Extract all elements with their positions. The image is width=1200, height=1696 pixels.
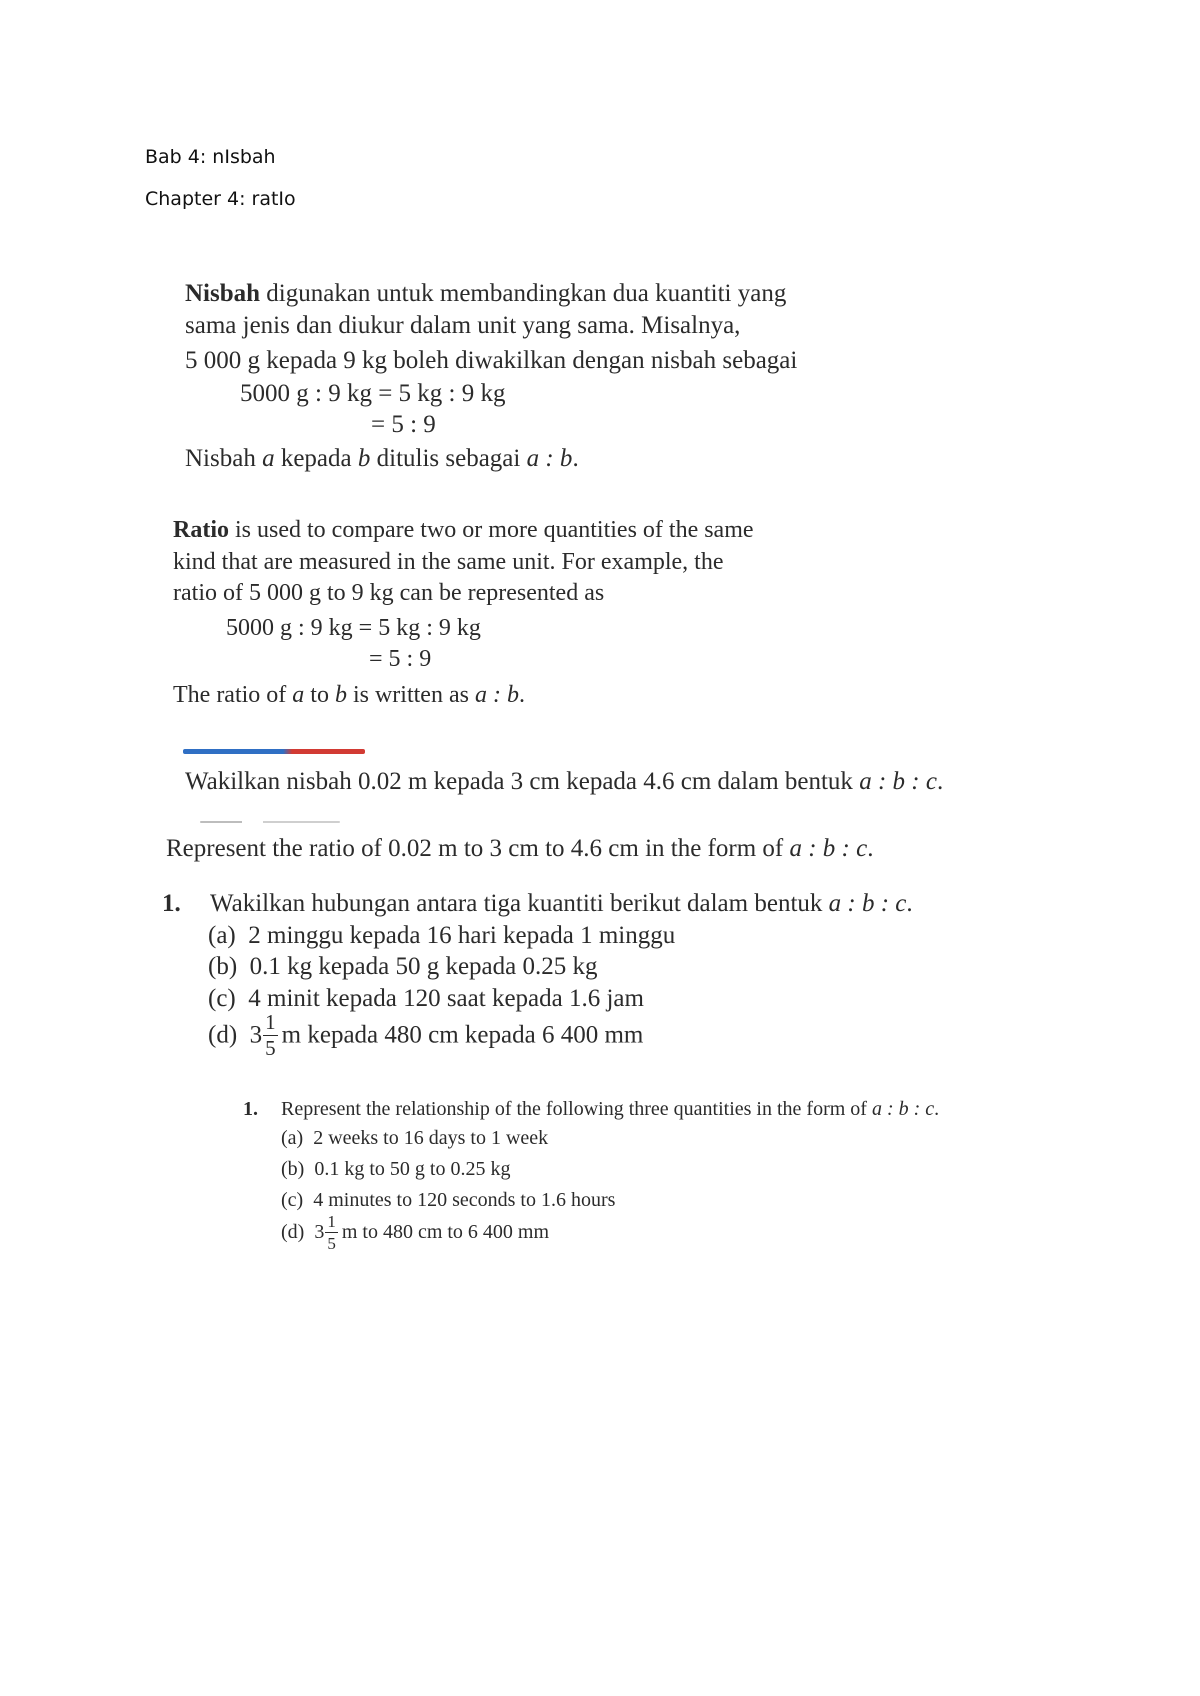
- fraction: [325, 1213, 338, 1252]
- english-equation-1: 5000 g : 9 kg = 5 kg : 9 kg: [226, 615, 481, 641]
- exercise-english-item-c: [281, 1189, 615, 1212]
- note-period: .: [572, 445, 579, 472]
- fraction: [263, 1012, 278, 1059]
- item-text: 0.1 kg kepada 50 g kepada 0.25 kg: [249, 953, 598, 980]
- example-english-text: Represent the ratio of 0.02 m to 3 cm to 4.6 cm in the form of: [166, 835, 790, 862]
- item-label: (a): [281, 1127, 304, 1149]
- var-b: b: [334, 682, 347, 708]
- note-text-end: is written as: [346, 682, 475, 708]
- item-text: 4 minit kepada 120 saat kepada 1.6 jam: [248, 985, 644, 1012]
- item-label: (c): [208, 985, 236, 1012]
- example-malay: [185, 768, 943, 796]
- item-label: (d): [208, 1021, 238, 1049]
- item-label: (c): [281, 1189, 304, 1211]
- var-a: a: [262, 445, 275, 472]
- item-label: (d): [281, 1221, 305, 1243]
- question-text: Represent the relationship of the following three quantities in the form of: [281, 1098, 872, 1120]
- note-text-a: The ratio of: [173, 682, 293, 708]
- item-text: m kepada 480 cm kepada 6 400 mm: [281, 1021, 644, 1049]
- english-def-line2: kind that are measured in the same unit. For example, the: [173, 549, 724, 575]
- fraction-numerator: 1: [265, 1010, 276, 1034]
- malay-equation-2: = 5 : 9: [371, 411, 436, 438]
- example-header-bar: [183, 749, 365, 754]
- note-period: .: [518, 682, 525, 708]
- malay-def-line3: 5 000 g kepada 9 kg boleh diwakilkan dengan nisbah sebagai: [185, 347, 798, 374]
- note-text-mid: kepada: [274, 445, 358, 472]
- exercise-english-item-a: [281, 1127, 548, 1150]
- question-number: 1.: [243, 1098, 258, 1120]
- question-form: a : b : c: [871, 1098, 935, 1120]
- question-period: .: [934, 1098, 940, 1120]
- chapter-title-english: Chapter 4: ratIo: [145, 188, 296, 210]
- var-a: a: [292, 682, 305, 708]
- item-text: 0.1 kg to 50 g to 0.25 kg: [314, 1158, 511, 1180]
- exercise-english-number: [243, 1098, 258, 1121]
- item-label: (a): [208, 922, 236, 949]
- malay-def-note: [185, 445, 579, 473]
- exercise-english-item-d: [281, 1213, 549, 1252]
- english-def-note: [173, 682, 525, 709]
- item-text: 4 minutes to 120 seconds to 1.6 hours: [313, 1189, 616, 1211]
- exercise-malay-item-c: [208, 985, 644, 1013]
- item-text: m to 480 cm to 6 400 mm: [341, 1221, 550, 1243]
- exercise-malay-question: [210, 890, 913, 918]
- mixed-number-whole: 3: [314, 1221, 325, 1243]
- note-text-end: ditulis sebagai: [370, 445, 527, 472]
- note-text-a: Nisbah: [185, 445, 263, 472]
- malay-def-line2: sama jenis dan diukur dalam unit yang sama. Misalnya,: [185, 312, 741, 339]
- exercise-malay-item-b: [208, 953, 597, 981]
- example-english-form: a : b : c: [789, 835, 868, 862]
- ratio-ab: a : b: [474, 682, 519, 708]
- chapter-title-malay: Bab 4: nIsbah: [145, 146, 276, 168]
- exercise-malay-number: [162, 890, 181, 918]
- exercise-malay-item-d: [208, 1012, 643, 1059]
- english-def-line1: [173, 517, 754, 544]
- ratio-ab: a : b: [526, 445, 573, 472]
- exercise-english-item-b: [281, 1158, 510, 1181]
- question-period: .: [906, 890, 913, 917]
- fraction-numerator: 1: [327, 1212, 336, 1231]
- item-text: 2 minggu kepada 16 hari kepada 1 minggu: [248, 922, 676, 949]
- example-english-period: .: [867, 835, 874, 862]
- example-english: [166, 835, 873, 863]
- var-b: b: [357, 445, 371, 472]
- fraction-denominator: 5: [265, 1036, 276, 1060]
- english-def-line1-text: is used to compare two or more quantities of the same: [229, 517, 754, 543]
- example-divider-marks: [200, 821, 340, 823]
- exercise-malay-item-a: [208, 922, 675, 950]
- example-malay-form: a : b : c: [859, 768, 937, 795]
- question-number: 1.: [162, 890, 181, 917]
- malay-equation-1: 5000 g : 9 kg = 5 kg : 9 kg: [240, 380, 506, 407]
- example-malay-text: Wakilkan nisbah 0.02 m kepada 3 cm kepada 4.6 cm dalam bentuk: [185, 768, 860, 795]
- item-text: 2 weeks to 16 days to 1 week: [313, 1127, 549, 1149]
- question-form: a : b : c: [828, 890, 907, 917]
- malay-def-line1: [185, 280, 786, 308]
- exercise-english-question: [281, 1098, 939, 1121]
- note-text-mid: to: [304, 682, 335, 708]
- example-malay-period: .: [936, 768, 944, 795]
- fraction-denominator: 5: [327, 1234, 336, 1253]
- term-nisbah: Nisbah: [185, 280, 261, 307]
- malay-def-line1-text: digunakan untuk membandingkan dua kuantiti yang: [260, 280, 787, 307]
- english-def-line3: ratio of 5 000 g to 9 kg can be represented as: [173, 580, 605, 606]
- term-ratio: Ratio: [173, 517, 229, 543]
- mixed-number-whole: 3: [249, 1021, 263, 1049]
- english-equation-2: = 5 : 9: [369, 646, 432, 672]
- question-text: Wakilkan hubungan antara tiga kuantiti berikut dalam bentuk: [210, 890, 829, 917]
- item-label: (b): [208, 953, 238, 980]
- item-label: (b): [281, 1158, 305, 1180]
